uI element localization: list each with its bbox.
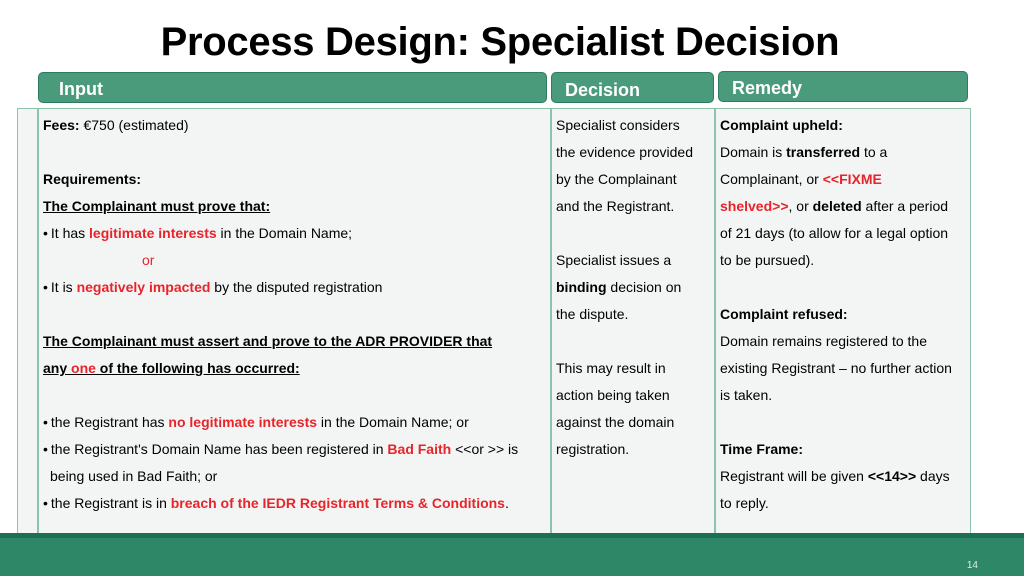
decision-text: action being taken bbox=[556, 387, 670, 403]
remedy-header bbox=[718, 71, 968, 102]
condition-item: • the Registrant is in breach of the IEDR Registrant Terms & Conditions. bbox=[43, 490, 518, 517]
input-content bbox=[43, 112, 518, 517]
remedy-text: is taken. bbox=[720, 387, 773, 403]
remedy-text: Registrant will be given <<14>> days bbox=[720, 468, 950, 484]
condition-item-continued: being used in Bad Faith; or bbox=[50, 468, 218, 484]
remedy-text: existing Registrant – no further action bbox=[720, 360, 952, 376]
remedy-content bbox=[720, 112, 952, 517]
decision-header-label: Decision bbox=[565, 80, 641, 100]
must-prove-heading: The Complainant must prove that: bbox=[43, 198, 271, 214]
decision-text: This may result in bbox=[556, 360, 666, 376]
decision-text: and the Registrant. bbox=[556, 198, 675, 214]
requirement-item: • It is negatively impacted by the disputed registration bbox=[43, 274, 518, 301]
page-number: 14 bbox=[966, 560, 978, 571]
remedy-text: Domain remains registered to the bbox=[720, 333, 927, 349]
complaint-refused-heading: Complaint refused: bbox=[720, 306, 848, 322]
condition-item: • the Registrant's Domain Name has been registered in Bad Faith <<or >> is bbox=[43, 436, 518, 463]
requirement-item: • It has legitimate interests in the Domain Name; bbox=[43, 220, 518, 247]
requirements-label: Requirements: bbox=[43, 171, 142, 187]
remedy-text: Domain is transferred to a bbox=[720, 144, 888, 160]
decision-text: against the domain bbox=[556, 414, 675, 430]
remedy-text: to be pursued). bbox=[720, 252, 815, 268]
condition-item: • the Registrant has no legitimate interests in the Domain Name; or bbox=[43, 409, 518, 436]
fees-label: Fees: bbox=[43, 117, 80, 133]
remedy-header-label: Remedy bbox=[732, 78, 803, 98]
decision-text: binding decision on bbox=[556, 279, 682, 295]
decision-text: by the Complainant bbox=[556, 171, 677, 187]
input-header bbox=[38, 72, 547, 103]
time-frame-heading: Time Frame: bbox=[720, 441, 803, 457]
remedy-text: to reply. bbox=[720, 495, 769, 511]
remedy-text: Complainant, or <<FIXME bbox=[720, 171, 882, 187]
remedy-text: shelved>>, or deleted after a period bbox=[720, 198, 949, 214]
fees-value: €750 (estimated) bbox=[79, 117, 189, 133]
or-connector: or bbox=[142, 252, 155, 268]
assert-heading-line2: any one of the following has occurred: bbox=[43, 360, 300, 376]
decision-text: registration. bbox=[556, 441, 630, 457]
complaint-upheld-heading: Complaint upheld: bbox=[720, 117, 843, 133]
footer-bar bbox=[0, 538, 1024, 576]
decision-text: the evidence provided bbox=[556, 144, 693, 160]
decision-header bbox=[551, 72, 714, 103]
decision-text: the dispute. bbox=[556, 306, 629, 322]
page-title: Process Design: Specialist Decision bbox=[160, 20, 840, 64]
decision-content bbox=[556, 112, 693, 463]
decision-text: Specialist issues a bbox=[556, 252, 672, 268]
assert-heading-line1: The Complainant must assert and prove to the ADR PROVIDER that bbox=[43, 333, 493, 349]
remedy-text: of 21 days (to allow for a legal option bbox=[720, 225, 949, 241]
input-header-label: Input bbox=[59, 79, 103, 99]
decision-text: Specialist considers bbox=[556, 117, 680, 133]
left-margin-box bbox=[17, 108, 38, 545]
